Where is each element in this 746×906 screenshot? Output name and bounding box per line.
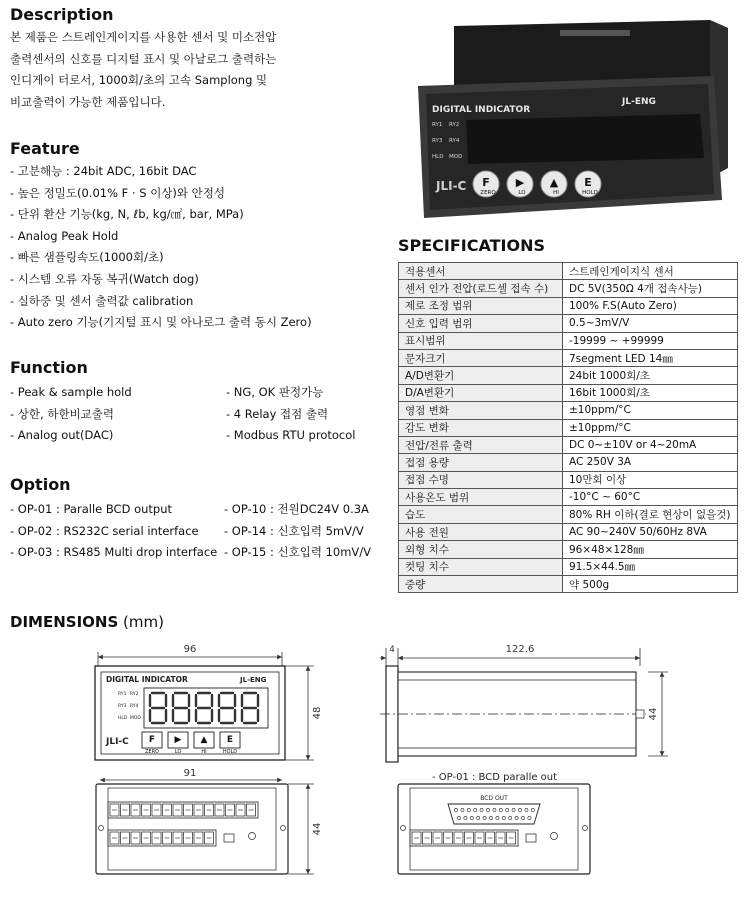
front-indicator-label: HLD <box>118 716 128 721</box>
photo-panel-label: DIGITAL INDICATOR <box>432 105 531 115</box>
housing-label-plate <box>560 30 630 36</box>
option-list-left <box>10 499 217 564</box>
description-line: 인디게이 터로서, 1000회/초의 고속 Samplong 및 <box>10 73 268 88</box>
spec-value: 16bit 1000회/초 <box>563 384 738 401</box>
front-key-label: ZERO <box>145 749 159 755</box>
photo-key-label: HOLD <box>582 190 598 196</box>
spec-row <box>399 523 738 540</box>
function-item: - Modbus RTU protocol <box>226 428 356 443</box>
photo-key-symbol: ▶ <box>515 176 525 189</box>
front-key-symbol: F <box>148 735 156 745</box>
front-key-label: HOLD <box>222 749 238 755</box>
spec-key: 사용온도 범위 <box>399 489 563 506</box>
spec-row <box>399 297 738 314</box>
photo-key-label: LO <box>518 190 526 196</box>
spec-row <box>399 315 738 332</box>
front-key-label: HI <box>201 749 207 755</box>
photo-led-label: HLD <box>432 154 444 160</box>
feature-item: - 고분해능 : 24bit ADC, 16bit DAC <box>10 164 197 178</box>
photo-model: JLI-C <box>436 179 467 193</box>
specifications-table <box>398 262 738 593</box>
front-key-symbol: E <box>226 735 234 745</box>
spec-value: 7segment LED 14㎜ <box>563 349 738 366</box>
rear-case-outline <box>96 784 288 874</box>
feature-item: - 높은 정밀도(0.01% F · S 이상)와 안정성 <box>10 185 226 200</box>
description-line: 비교출력이 가능한 제품입니다. <box>10 94 166 109</box>
option-item: - OP-03 : RS485 Multi drop interface <box>10 545 218 560</box>
rear-height-label: 44 <box>312 822 323 836</box>
spec-key: 접점 수명 <box>399 471 563 488</box>
photo-brand: JL-ENG <box>622 97 656 107</box>
feature-title: Feature <box>10 139 80 158</box>
feature-item: - 시스템 오류 자동 복귀(Watch dog) <box>10 271 199 286</box>
spec-key: 접점 용량 <box>399 454 563 471</box>
dip-switch <box>224 834 234 842</box>
spec-key: 습도 <box>399 506 563 523</box>
side-height-label: 44 <box>648 707 659 721</box>
dimension-drawings <box>0 638 746 900</box>
rear-width-label: 91 <box>183 768 197 779</box>
function-item: - NG, OK 판정가능 <box>226 385 324 399</box>
front-panel-label: DIGITAL INDICATOR <box>106 675 188 684</box>
spec-value: 약 500g <box>563 576 738 593</box>
spec-value: ±10ppm/°C <box>563 419 738 436</box>
rear-view <box>96 768 323 874</box>
spec-key: 컷팅 치수 <box>399 558 563 575</box>
photo-led-label: RY1 <box>432 122 443 128</box>
rear-bcd-caption: - OP-01 : BCD paralle out <box>432 772 558 783</box>
spec-value: AC 250V 3A <box>563 454 738 471</box>
specifications-title: SPECIFICATIONS <box>398 236 546 255</box>
spec-row <box>399 454 738 471</box>
option-item: - OP-10 : 전원DC24V 0.3A <box>224 502 369 516</box>
spec-value: ±10ppm/°C <box>563 402 738 419</box>
spec-key: 감도 변화 <box>399 419 563 436</box>
feature-item: - 실하중 및 센서 출력값 calibration <box>10 293 194 308</box>
photo-key-symbol: E <box>584 176 592 189</box>
option-title: Option <box>10 475 71 494</box>
front-key-symbol: ▶ <box>174 735 182 745</box>
spec-key: 적용센서 <box>399 263 563 280</box>
spec-row <box>399 263 738 280</box>
spec-key: A/D변환기 <box>399 367 563 384</box>
option-item: - OP-14 : 신호입력 5mV/V <box>224 523 364 538</box>
spec-value: DC 0~±10V or 4~20mA <box>563 436 738 453</box>
photo-key-label: ZERO <box>480 190 496 196</box>
spec-row <box>399 436 738 453</box>
display-window <box>466 114 704 164</box>
spec-row <box>399 558 738 575</box>
spec-row <box>399 280 738 297</box>
spec-key: 영점 변화 <box>399 402 563 419</box>
spec-row <box>399 541 738 558</box>
side-view <box>380 644 668 762</box>
spec-row <box>399 332 738 349</box>
spec-row <box>399 489 738 506</box>
spec-row <box>399 402 738 419</box>
spec-row <box>399 349 738 366</box>
front-view <box>95 644 323 760</box>
feature-item: - Analog Peak Hold <box>10 228 119 243</box>
function-item: - Peak & sample hold <box>10 385 132 399</box>
side-length-label: 122.6 <box>505 644 535 655</box>
spec-value: 스트레인게이지식 센서 <box>563 263 738 280</box>
front-brand: JL-ENG <box>240 676 267 684</box>
photo-key-label: HI <box>553 190 559 196</box>
front-indicator-label: MOD <box>130 716 141 721</box>
spec-row <box>399 471 738 488</box>
spec-row <box>399 384 738 401</box>
feature-item: - 단위 환산 기능(kg, N, ℓb, kg/㎠, bar, MPa) <box>10 207 244 222</box>
feature-item: - 빠른 샘플링속도(1000회/초) <box>10 250 164 265</box>
spec-row <box>399 367 738 384</box>
description-line: 본 제품은 스트레인게이지를 사용한 센서 및 미소전압 <box>10 30 277 44</box>
spec-value: 91.5×44.5㎜ <box>563 558 738 575</box>
spec-value: -19999 ~ +99999 <box>563 332 738 349</box>
option-item: - OP-15 : 신호입력 10mV/V <box>224 545 372 560</box>
spec-key: 사용 전원 <box>399 523 563 540</box>
spec-key: D/A변환기 <box>399 384 563 401</box>
front-height-label: 48 <box>312 706 323 720</box>
function-item: - 상한, 하한비교출력 <box>10 406 114 421</box>
feature-item: - Auto zero 기능(기지털 표시 및 아나로그 출력 동시 Zero) <box>10 315 312 330</box>
spec-key: 제로 조정 범위 <box>399 297 563 314</box>
spec-value: 24bit 1000회/초 <box>563 367 738 384</box>
front-key-label: LO <box>174 749 182 755</box>
photo-led-label: RY2 <box>449 122 460 128</box>
description-line: 출력센서의 신호를 디지털 표시 및 아날로그 출력하는 <box>10 51 277 66</box>
function-list-right <box>226 382 355 447</box>
option-item: - OP-02 : RS232C serial interface <box>10 523 199 538</box>
spec-row <box>399 419 738 436</box>
spec-key: 문자크기 <box>399 349 563 366</box>
spec-value: 100% F.S(Auto Zero) <box>563 297 738 314</box>
dimensions-title: DIMENSIONS <box>10 613 119 631</box>
photo-led-label: RY4 <box>449 138 460 144</box>
front-indicator-group <box>118 691 141 721</box>
bcd-connector <box>448 804 540 824</box>
function-item: - 4 Relay 접점 출력 <box>226 406 329 421</box>
spec-value: AC 90~240V 50/60Hz 8VA <box>563 523 738 540</box>
product-photo <box>414 18 730 222</box>
spec-key: 센서 인가 전압(로드셀 접속 수) <box>399 280 563 297</box>
front-indicator-label: RY1 <box>118 692 127 697</box>
description-text <box>10 27 276 113</box>
front-indicator-label: RY3 <box>118 704 127 709</box>
side-flange-label: 4 <box>389 645 395 655</box>
spec-value: 0.5~3mV/V <box>563 315 738 332</box>
dip-switch <box>526 834 536 842</box>
function-title: Function <box>10 358 88 377</box>
option-list-right <box>224 499 371 564</box>
front-indicator-label: RY2 <box>130 692 139 697</box>
spec-key: 중량 <box>399 576 563 593</box>
front-indicator-label: RY4 <box>130 704 139 709</box>
spec-value: 96×48×128㎜ <box>563 541 738 558</box>
spec-row <box>399 506 738 523</box>
spec-key: 신호 입력 범위 <box>399 315 563 332</box>
side-screw <box>636 710 644 718</box>
spec-value: -10°C ~ 60°C <box>563 489 738 506</box>
spec-value: 10만회 이상 <box>563 471 738 488</box>
function-list-left <box>10 382 132 447</box>
option-item: - OP-01 : Paralle BCD output <box>10 502 173 516</box>
spec-value: DC 5V(350Ω 4개 접속사능) <box>563 280 738 297</box>
feature-list <box>10 161 312 334</box>
front-width-label: 96 <box>183 644 197 655</box>
spec-key: 전압/전류 출력 <box>399 436 563 453</box>
spec-key: 외형 치수 <box>399 541 563 558</box>
description-title: Description <box>10 5 114 24</box>
rear-bcd-view <box>398 772 590 874</box>
photo-led-label: MOD <box>449 154 463 160</box>
front-model: JLI-C <box>106 737 129 747</box>
bcd-connector-label: BCD OUT <box>480 795 508 802</box>
photo-key-symbol: ▲ <box>549 176 559 189</box>
dimensions-heading <box>10 613 164 631</box>
dimensions-unit: (mm) <box>123 613 164 631</box>
photo-led-label: RY3 <box>432 138 443 144</box>
spec-row <box>399 576 738 593</box>
spec-value: 80% RH 이하(결로 현상이 없을것) <box>563 506 738 523</box>
spec-key: 표시범위 <box>399 332 563 349</box>
function-item: - Analog out(DAC) <box>10 428 114 443</box>
photo-key-symbol: F <box>482 176 490 189</box>
front-key-symbol: ▲ <box>200 735 208 745</box>
